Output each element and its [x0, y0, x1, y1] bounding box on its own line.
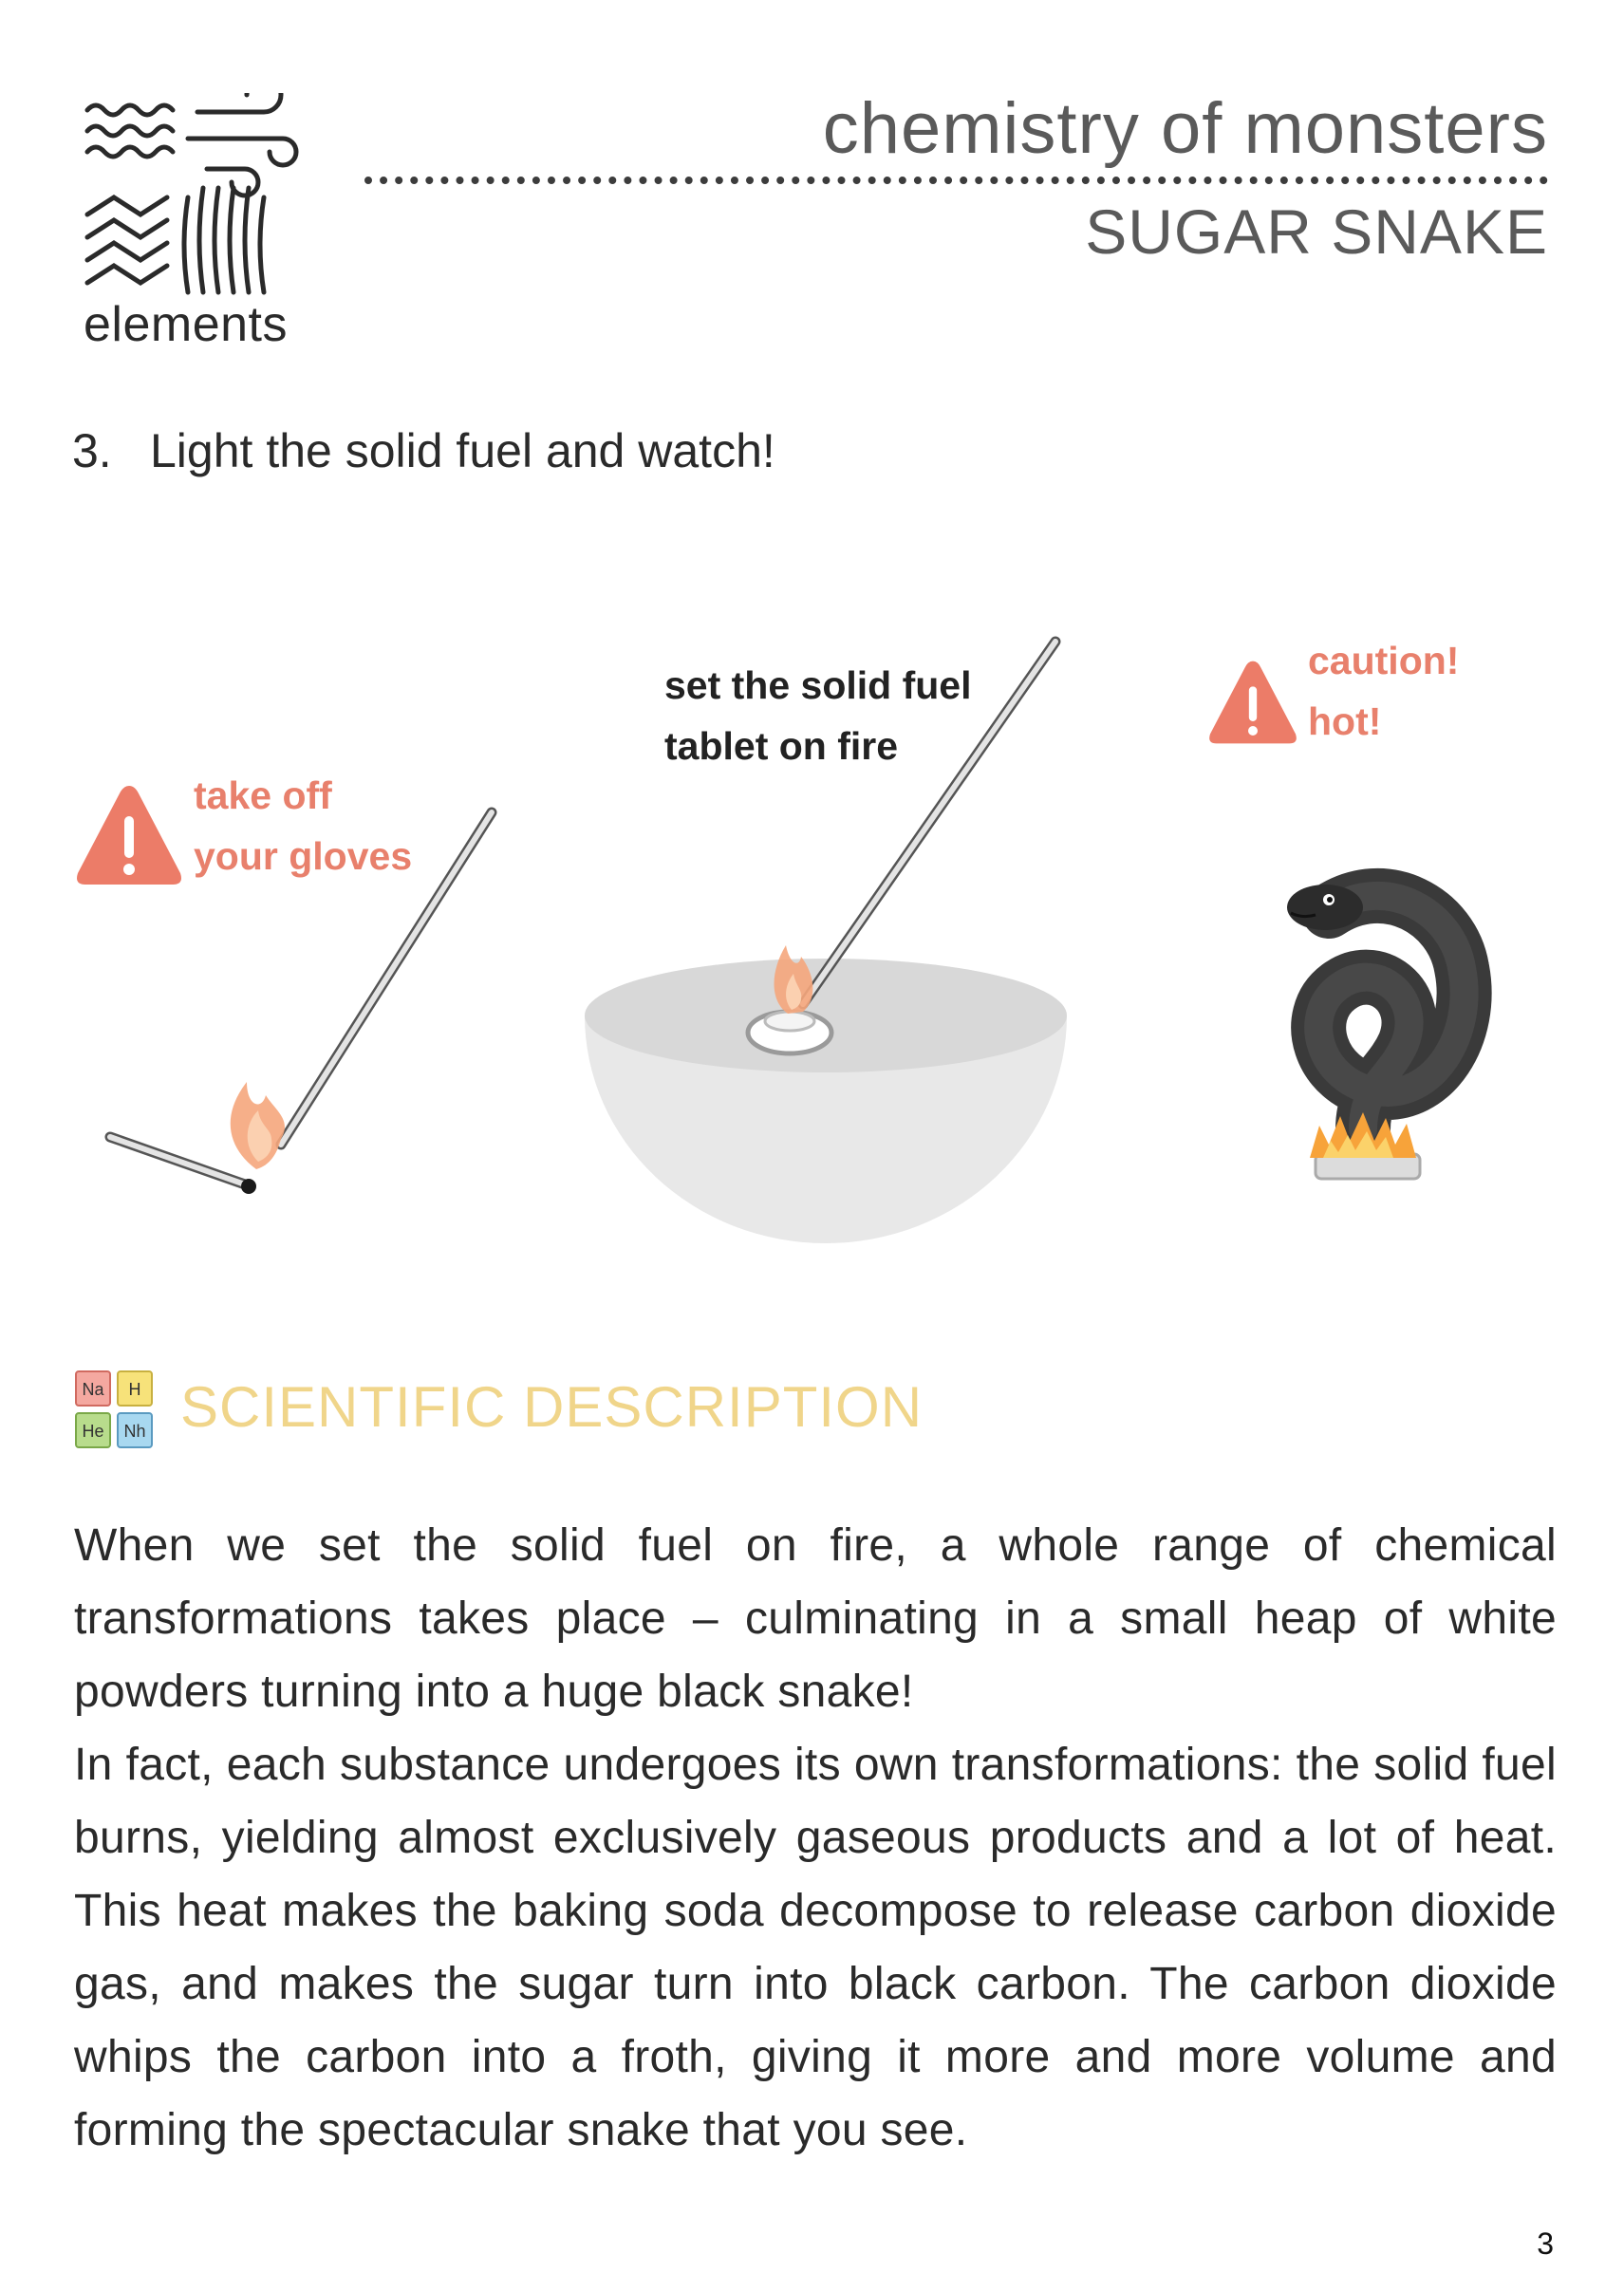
page-title: chemistry of monsters: [822, 88, 1548, 169]
caution-line-2: hot!: [1308, 699, 1382, 743]
gloves-line-1: take off: [194, 773, 332, 817]
bowl-with-fuel-illustration: [569, 626, 1082, 1253]
gloves-line-2: your gloves: [194, 834, 413, 878]
description-paragraph-2: In fact, each substance undergoes its own transformations: the solid fuel burns, yielding almost exclusively gaseous products and a lot of heat. This heat makes the baking soda decompose to release carbon dioxide gas, and makes the sugar turn into black carbon. The carbon dioxide whips the carbon into a froth, giving it more and more volume and forming the spectacular snake that you see.: [74, 1740, 1557, 2155]
cell-na: Na: [82, 1380, 104, 1399]
fire-line-1: set the solid fuel: [664, 663, 972, 707]
section-title: SCIENTIFIC DESCRIPTION: [180, 1375, 924, 1439]
cell-h: H: [128, 1380, 141, 1399]
step-instruction: [72, 423, 775, 478]
page-number: 3: [1537, 2227, 1554, 2261]
cell-he: He: [82, 1422, 104, 1441]
step-number: 3.: [72, 424, 112, 477]
caution-line-1: caution!: [1308, 639, 1460, 682]
page-subtitle: SUGAR SNAKE: [1085, 196, 1548, 267]
scientific-description: [74, 1509, 1557, 2167]
periodic-table-icon: [74, 1370, 154, 1449]
sugar-snake-illustration: [1272, 854, 1500, 1196]
lighting-stick-illustration: [95, 797, 513, 1215]
logo-wordmark: elements: [84, 297, 288, 352]
warning-triangle-icon: [1205, 655, 1300, 750]
fire-line-2: tablet on fire: [664, 724, 899, 768]
description-paragraph-1: When we set the solid fuel on fire, a whole range of chemical transformations takes place – culminating in a small heap of white powders turning into a huge black snake!: [74, 1520, 1557, 1717]
step-text: Light the solid fuel and watch!: [150, 424, 775, 477]
caution-label: [1308, 630, 1459, 752]
cell-nh: Nh: [123, 1422, 146, 1441]
dotted-divider: [364, 177, 1548, 184]
